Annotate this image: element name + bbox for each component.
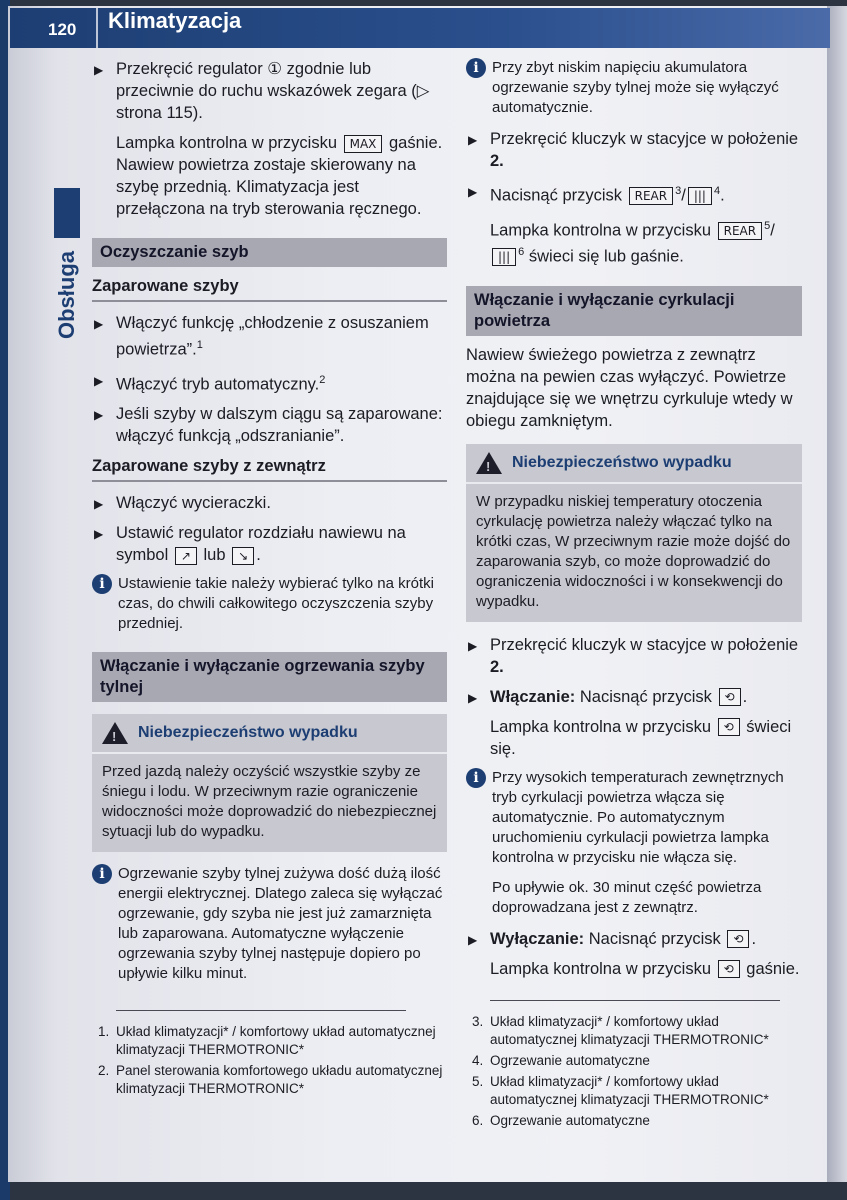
lamp-text-a: Lampka kontrolna w przycisku [490,717,712,736]
warning-triangle-icon [102,722,128,744]
footnote [466,1112,802,1130]
footnote-number: 4. [472,1052,484,1068]
info-note-text: Przy wysokich temperaturach zewnętrznych tryb cyrkulacji powietrza włącza się automatycznie. Po automatycznym uruchomieniu cyrkulacji powietrza lampka kontrolna w przycisku nie włącza się. [492,768,784,866]
rear-window-heat-symbol: REAR [629,187,673,205]
subheading-outside-fog: Zaparowane szyby z zewnątrz [92,455,447,482]
footnote-number: 3. [472,1013,484,1029]
list-item-text: Włączyć funkcję „chłodzenie z osuszaniem powietrza”. [116,314,429,359]
info-icon: i [466,58,486,78]
footnote-number: 6. [472,1112,484,1128]
list-item: ▶ Włączyć wycieraczki. [92,492,447,514]
on-label: Włączanie: [490,687,576,706]
list-item-text: Przekręcić kluczyk w stacyjce w położenie [490,130,799,148]
recirculation-symbol: ⟲ [718,960,740,978]
list-item-text: Ustawić regulator rozdziału nawiewu na symbol [116,524,406,564]
info-note [466,768,802,868]
info-note-text: Przy zbyt niskim napięciu akumulatora ogrzewanie szyby tylnej może się wyłączyć automatycznie. [492,59,779,116]
chapter-tab-marker [54,188,80,238]
recirculation-symbol: ⟲ [727,930,749,948]
page-number: 120 [48,20,77,39]
footnote-ref: 2 [319,373,326,386]
section-heading-cleaning: Oczyszczanie szyb [92,238,447,267]
warning-header [466,444,802,484]
list-item: ▶ Nacisnąć przycisk REAR $^3$/ ||| $^4$. [466,180,802,207]
rear-window-heat-symbol: REAR [718,222,762,240]
footnote [92,1023,447,1059]
list-item [92,312,447,361]
warning-box [466,444,802,622]
lamp-text-a: Lampka kontrolna w przycisku [490,221,712,239]
chapter-tab-label: Obsługa [54,250,79,340]
warning-text: W przypadku niskiej temperatury otoczenia cyrkulację powietrza należy włączać tylko na krótki czas, W przeciwnym razie może dojść do zaparowania szyb, co może doprowadzić do ograniczenia widoczności i w konsekwencji do wypadku. [476,492,791,610]
recirculation-paragraph: Nawiew świeżego powietrza z zewnątrz można na pewien czas wyłączyć. Powietrze znajdujące się we wnętrzu cyrkuluje wtedy w obiegu zamkniętym. [466,345,793,430]
footnote-text: Układ klimatyzacji* / komfortowy układ automatycznej klimatyzacji THERMOTRONIC* [490,1013,769,1047]
info-note-text: Ustawienie takie należy wybierać tylko na krótki czas, do chwili całkowitego oczyszczenia szyby przedniej. [118,575,434,632]
lamp-text [466,958,802,980]
off-label: Wyłączanie: [490,929,585,948]
footnote [92,1062,447,1098]
heated-window-symbol: ||| [688,187,712,205]
footnote-text: Układ klimatyzacji* / komfortowy układ automatycznej klimatyzacji THERMOTRONIC* [490,1073,769,1107]
list-item: ▶ Jeśli szyby w dalszym ciągu są zaparowane: włączyć funkcją „odszranianie”. [92,403,447,447]
footnote-divider [116,1010,406,1011]
airflow-up-symbol: ↗ [175,547,197,565]
footnote-text: Ogrzewanie automatyczne [490,1052,650,1068]
list-item [466,128,802,172]
info-icon: i [92,864,112,884]
page-edge [827,6,847,1182]
or-text: lub [203,546,226,564]
footnote-ref: 4 [713,185,721,197]
recirculation-symbol: ⟲ [719,688,741,706]
recirculation-symbol: ⟲ [718,718,740,736]
info-note-text: Ogrzewanie szyby tylnej zużywa dość dużą ilość energii elektrycznej. Dlatego zaleca się wyłączać ogrzewanie, gdy szyba nie jest już zamarznięta lub zaparowana. Automatyczne wyłączenie ogrzewania szyby tylnej następuje dopiero po upływie kilku minut. [118,865,443,982]
list-item-text: Włączyć tryb automatyczny. [116,375,320,393]
footnote-number: 5. [472,1073,484,1089]
footnote [466,1052,802,1070]
info-note [92,574,447,634]
info-icon: i [466,768,486,788]
footnote-divider [490,1000,780,1001]
warning-title: Niebezpieczeństwo wypadku [512,453,732,471]
left-column [92,58,447,1101]
intro-text-b: gaśnie. Nawiew powietrza zostaje skierowany na szybę przednią. Klimatyzacja jest przełączona na tryb sterowania ręcznego. [116,134,443,218]
list-item: ▶ Wyłączanie: Nacisnąć przycisk ⟲ . [466,928,802,950]
lamp-text [466,716,802,760]
list-item [466,634,802,678]
footnote-text: Układ klimatyzacji* / komfortowy układ automatycznej klimatyzacji THERMOTRONIC* [116,1024,436,1057]
lamp-text-b: świeci się lub gaśnie. [528,247,684,266]
lamp-text-a: Lampka kontrolna w przycisku [490,959,712,978]
airflow-down-symbol: ↘ [232,547,254,565]
period-text: . [256,546,261,564]
footnote-text: Panel sterowania komfortowego układu automatycznej klimatyzacji THERMOTRONIC* [116,1063,443,1096]
page-title: Klimatyzacja [108,8,242,33]
intro-text-a: Lampka kontrolna w przycisku [116,134,338,152]
footnote-number: 2. [98,1063,110,1078]
list-item-text: Nacisnąć przycisk [490,186,623,205]
intro-bullet: ▶ Przekręcić regulator ① zgodnie lub przeciwnie do ruchu wskazówek zegara (▷ strona 115). [92,58,447,124]
list-item-text: Nacisnąć przycisk [579,687,712,706]
max-defrost-symbol: MAX [344,135,383,153]
lamp-text-b: świeci się. [490,717,792,758]
ignition-position: 2. [490,657,504,676]
footnote-ref: 6 [518,246,525,258]
footnote-text: Ogrzewanie automatyczne [490,1112,650,1128]
intro-text [92,132,447,220]
list-item-text: Nacisnąć przycisk [588,929,721,948]
list-item [92,522,447,566]
lamp-text: Lampka kontrolna w przycisku REAR $^5$/ ||| $^6$ świeci się lub gaśnie. [490,219,775,266]
warning-header [92,714,447,754]
footnote-number: 1. [98,1024,110,1039]
info-note [92,864,447,984]
right-column [466,58,802,1133]
warning-box [92,714,447,852]
heated-window-symbol: ||| [492,248,516,266]
chapter-tab [42,240,92,350]
lamp-text-b: gaśnie. [746,959,800,978]
list-item-text: Przekręcić kluczyk w stacyjce w położenie [490,635,799,654]
section-heading-rear-heating: Włączanie i wyłączanie ogrzewania szyby tylnej [92,652,447,702]
header-divider [96,8,98,48]
warning-text: Przed jazdą należy oczyścić wszystkie szyby ze śniegu i lodu. W przeciwnym razie ograniczenie widoczności może doprowadzić do niebezpiecznej sytuacji lub do wypadku. [102,763,437,840]
info-icon: i [92,574,112,594]
list-item [92,369,447,396]
list-item: ▶ Włączanie: Nacisnąć przycisk ⟲ . [466,686,802,708]
ignition-position: 2. [490,152,504,170]
section-heading-recirculation: Włączanie i wyłączanie cyrkulacji powietrza [466,286,802,336]
footnote-ref: 5 [764,219,771,232]
subheading-fogged-windows: Zaparowane szyby [92,275,447,302]
footnote-ref: 3 [675,185,682,197]
info-note-continued: Po upływie ok. 30 minut część powietrza doprowadzana jest z zewnątrz. [492,878,762,916]
footnote [466,1013,802,1049]
info-note [466,58,802,118]
footnote [466,1073,802,1109]
footnote-ref: 1 [196,339,203,351]
warning-triangle-icon [476,452,502,474]
warning-title: Niebezpieczeństwo wypadku [138,724,358,741]
